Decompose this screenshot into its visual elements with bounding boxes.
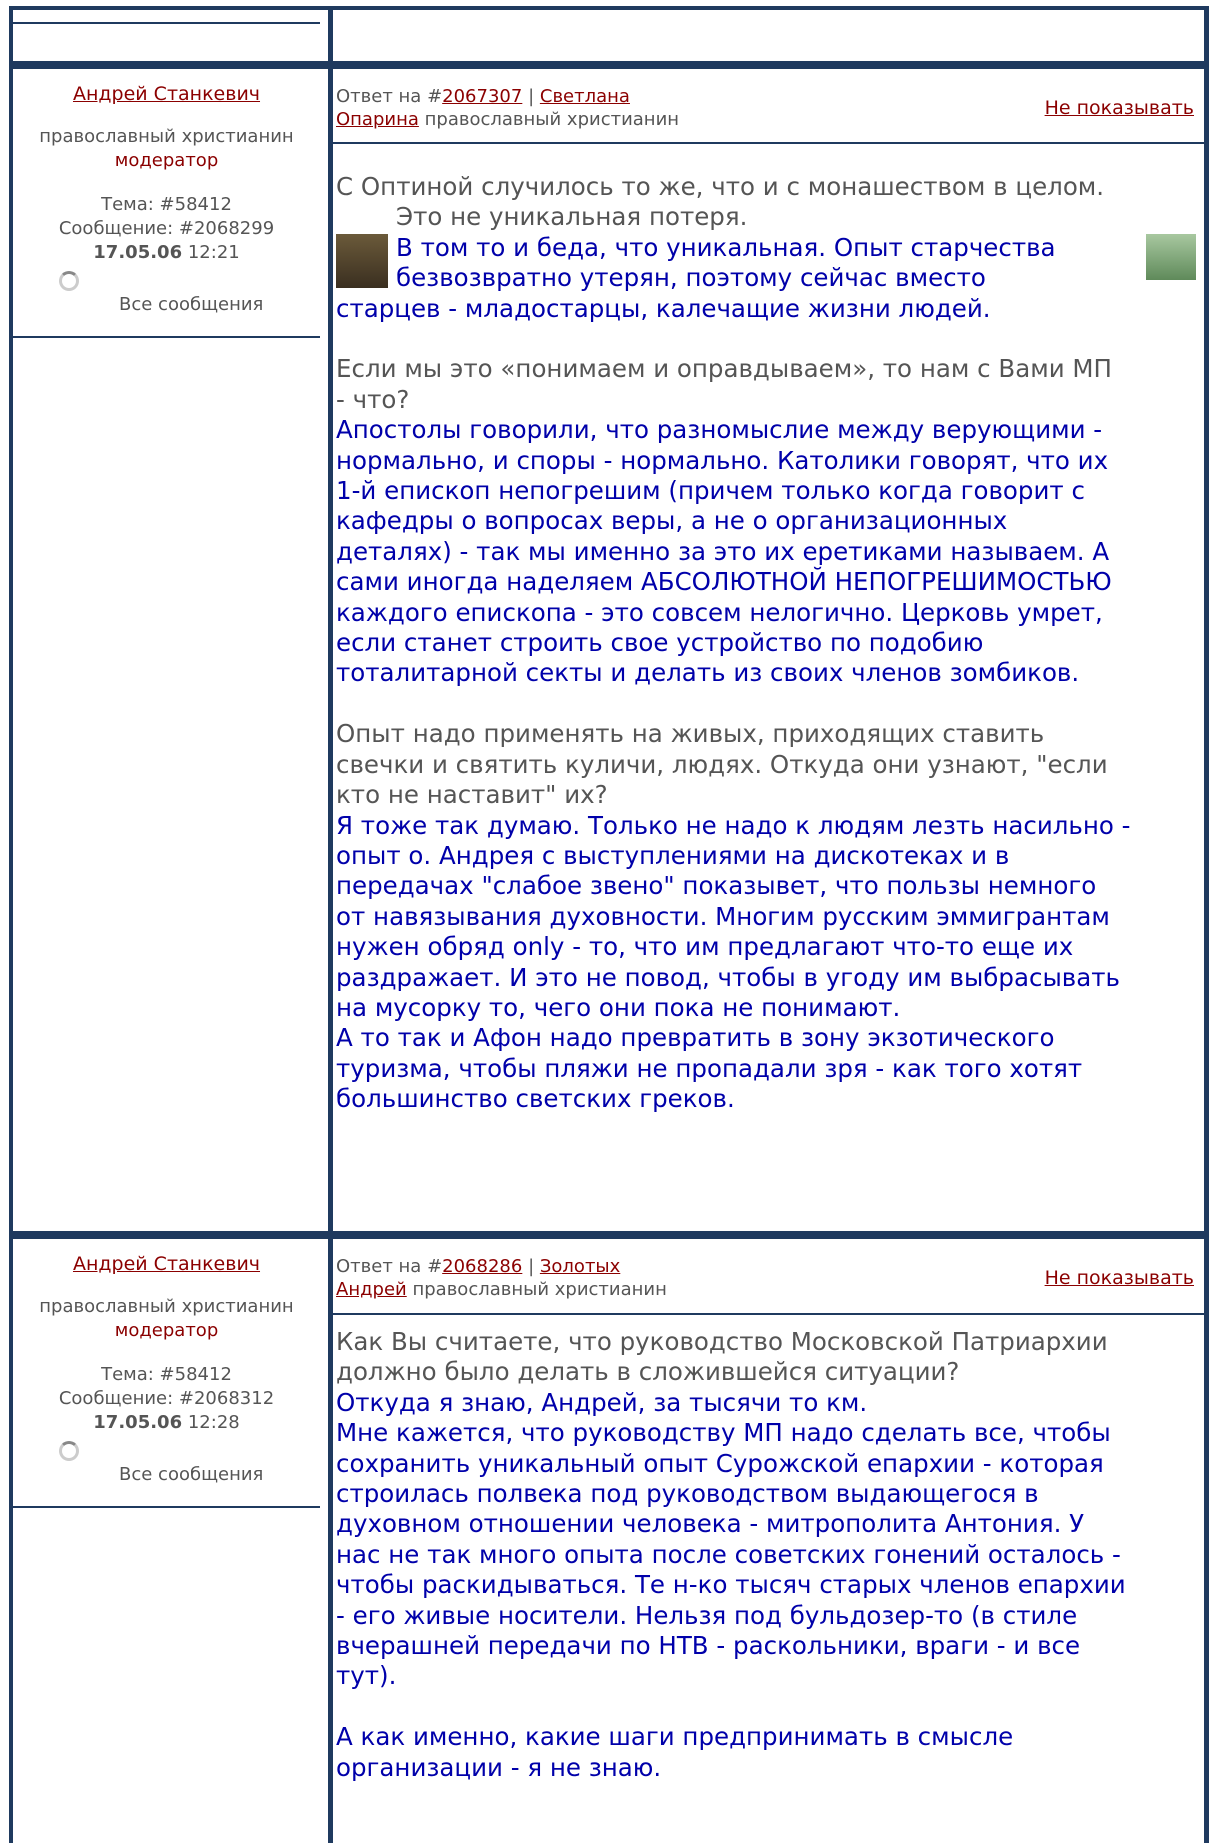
post-text-line: Апостолы говорили, что разномыслие между верующими -: [336, 415, 1103, 445]
post-text-line: [336, 1692, 1196, 1722]
reply-author-status: православный христианин: [412, 1279, 667, 1300]
post-text-line: каждого епископа - это совсем нелогично. Церковь умрет,: [336, 597, 1103, 627]
top-border: [9, 6, 1209, 10]
post-text-line: духовном отношении человека - митрополита Антония. У: [336, 1509, 1085, 1539]
post-text-line: должно было делать в сложившейся ситуации?: [336, 1357, 960, 1387]
post-1-header: [336, 85, 1196, 131]
post-separator-1: [9, 61, 1209, 69]
post-text-line: 1-й епископ непогрешим (причем только когда говорит с: [336, 476, 1085, 506]
author-role: модератор: [114, 1320, 219, 1341]
post-text-line: Откуда я знаю, Андрей, за тысячи то км.: [336, 1387, 868, 1417]
author-role: модератор: [114, 150, 219, 171]
all-messages-link[interactable]: Все сообщения: [119, 1464, 264, 1485]
loading-icon: [59, 271, 79, 291]
topic-id: Тема: #58412: [101, 194, 232, 215]
post-2-body: [336, 1327, 1196, 1783]
message-id: Сообщение: #2068299: [58, 218, 275, 239]
reply-author-status: православный христианин: [424, 109, 680, 130]
post-1-body: [336, 172, 1196, 1115]
author-panel-rule: [13, 336, 320, 338]
separator: |: [528, 86, 535, 107]
author-link[interactable]: Андрей Станкевич: [72, 1253, 261, 1275]
hide-button[interactable]: Не показывать: [1044, 1267, 1194, 1289]
post-text-line: чтобы раскидываться. Те н-ко тысяч старых членов епархии: [336, 1570, 1126, 1600]
all-messages-row[interactable]: [9, 269, 324, 317]
post-date: 17.05.06: [93, 1412, 183, 1433]
header-divider: [333, 142, 1204, 144]
reply-prefix: Ответ на #: [336, 86, 443, 107]
post-text-line: от навязывания духовности. Многим русским эммигрантам: [336, 901, 1110, 931]
all-messages-row[interactable]: [9, 1439, 324, 1487]
post-text-line: передачах "слабое звено" показывет, что пользы немного: [336, 871, 1097, 901]
post-text-line: старцев - младостарцы, калечащие жизни людей.: [336, 293, 991, 323]
author-panel-rule: [13, 1506, 320, 1508]
post-text-line: организации - я не знаю.: [336, 1752, 662, 1782]
post-text-line: туризма, чтобы пляжи не пропадали зря - как того хотят: [336, 1053, 1083, 1083]
author-link[interactable]: Андрей Станкевич: [72, 83, 261, 105]
author-status: православный христианин: [39, 1296, 294, 1317]
building-image: [1146, 234, 1196, 280]
post-text-line: сохранить уникальный опыт Сурожской епархии - которая: [336, 1448, 1104, 1478]
post-text-line: А как именно, какие шаги предпринимать в смысле: [336, 1722, 1014, 1752]
post-text-line: [336, 689, 1196, 719]
post-text-line: нужен обряд only - то, что им предлагают что-то еще их: [336, 932, 1074, 962]
avatar-image: [336, 234, 388, 288]
header-rule: [13, 22, 320, 24]
post-text-line: вчерашней передачи по НТВ - раскольники, враги - и все: [336, 1631, 1081, 1661]
post-text-line: кафедры о вопросах веры, а не о организационных: [336, 506, 1008, 536]
reply-id-link[interactable]: 2067307: [442, 86, 523, 107]
all-messages-link[interactable]: Все сообщения: [119, 294, 264, 315]
reply-author-link-2[interactable]: Андрей: [336, 1279, 407, 1300]
post-text-line: на мусорку то, чего они пока не понимают.: [336, 992, 901, 1022]
post-text-line: В том то и беда, что уникальная. Опыт старчества: [396, 232, 1056, 262]
post-text-line: свечки и святить куличи, людях. Откуда они узнают, "если: [336, 749, 1108, 779]
post-text-line: Если мы это «понимаем и оправдываем», то нам с Вами МП: [336, 354, 1112, 384]
post-text-line: - что?: [336, 384, 410, 414]
post-time: 12:21: [187, 242, 240, 263]
post-1-author-panel: [9, 82, 324, 317]
post-text-line: большинство светских греков.: [336, 1084, 735, 1114]
post-text-line: Это не уникальная потеря.: [396, 202, 748, 232]
reply-id-link[interactable]: 2068286: [442, 1256, 523, 1277]
hide-button[interactable]: Не показывать: [1044, 97, 1194, 119]
post-text-line: - его живые носители. Нельзя под бульдозер-то (в стиле: [336, 1600, 1078, 1630]
post-text-line: безвозвратно утерян, поэтому сейчас вместо: [396, 263, 986, 293]
post-text-line: раздражает. И это не повод, чтобы в угоду им выбрасывать: [336, 962, 1120, 992]
reply-author-link-2[interactable]: Опарина: [336, 109, 419, 130]
post-text-line: если станет строить свое устройство по подобию: [336, 628, 984, 658]
separator: |: [528, 1256, 535, 1277]
reply-author-link[interactable]: Золотых: [539, 1256, 621, 1277]
reply-author-link[interactable]: Светлана: [539, 86, 630, 107]
post-datetime: [9, 241, 324, 265]
post-separator-2: [9, 1231, 1209, 1239]
loading-icon: [59, 1441, 79, 1461]
post-date: 17.05.06: [93, 242, 183, 263]
right-border: [1204, 6, 1209, 1843]
post-2-author-panel: [9, 1252, 324, 1487]
topic-id: Тема: #58412: [101, 1364, 232, 1385]
post-text-line: тут).: [336, 1661, 397, 1691]
author-status: православный христианин: [39, 126, 294, 147]
post-text-line: сами иногда наделяем АБСОЛЮТНОЙ НЕПОГРЕШИМОСТЬЮ: [336, 567, 1112, 597]
header-divider: [333, 1313, 1204, 1315]
post-text-line: Опыт надо применять на живых, приходящих ставить: [336, 719, 1045, 749]
post-text-line: Как Вы считаете, что руководство Московской Патриархии: [336, 1327, 1108, 1356]
post-text-line: кто не наставит" их?: [336, 780, 608, 810]
post-text-line: строилась полвека под руководством выдающегося в: [336, 1479, 1039, 1509]
reply-prefix: Ответ на #: [336, 1256, 443, 1277]
post-text-line: Мне кажется, что руководству МП надо сделать все, чтобы: [336, 1418, 1111, 1448]
post-text-line: Я тоже так думаю. Только не надо к людям лезть насильно -: [336, 810, 1131, 840]
post-time: 12:28: [187, 1412, 240, 1433]
post-datetime: [9, 1411, 324, 1435]
message-id: Сообщение: #2068312: [58, 1388, 275, 1409]
post-text-line: [336, 324, 1196, 354]
post-text-line: С Оптиной случилось то же, что и с монашеством в целом.: [336, 172, 1105, 201]
post-text-line: нормально, и споры - нормально. Католики говорят, что их: [336, 445, 1109, 475]
column-divider: [328, 10, 333, 1843]
post-text-line: тоталитарной секты и делать из своих членов зомбиков.: [336, 658, 1080, 688]
post-2-header: [336, 1255, 1196, 1301]
post-text-line: А то так и Афон надо превратить в зону экзотического: [336, 1023, 1055, 1053]
post-text-line: опыт о. Андрея с выступлениями на дискотеках и в: [336, 840, 1010, 870]
post-text-line: деталях) - так мы именно за это их еретиками называем. А: [336, 536, 1110, 566]
post-text-line: нас не так много опыта после советских гонений осталось -: [336, 1539, 1121, 1569]
